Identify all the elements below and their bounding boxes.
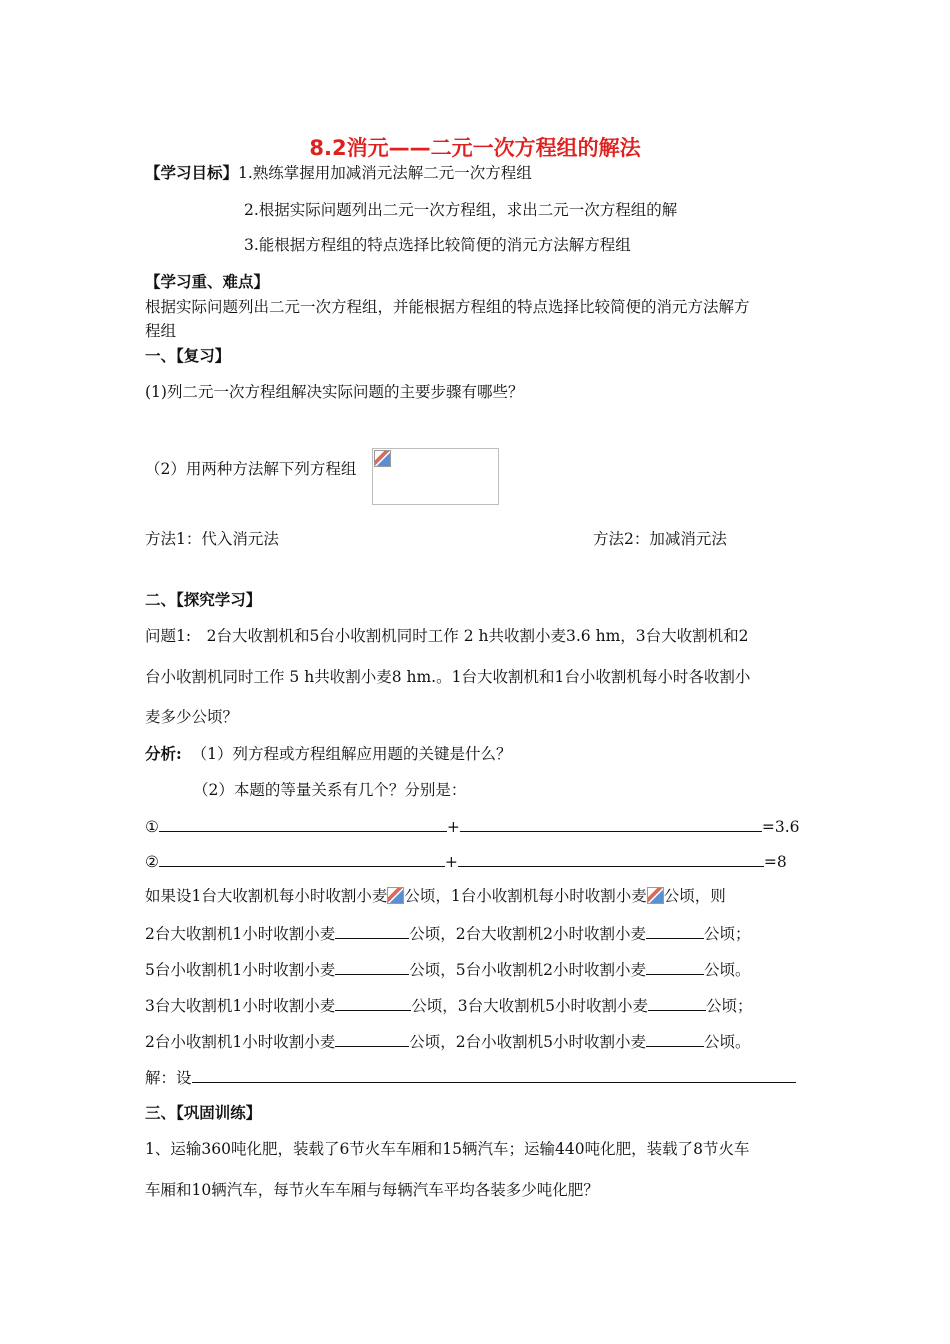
eq1-plus: + bbox=[446, 818, 460, 836]
solve-blank[interactable] bbox=[192, 1067, 796, 1083]
variable-x-image-icon bbox=[387, 887, 404, 904]
broken-image-icon bbox=[374, 450, 391, 467]
goal-item-3: 3.能根据方程组的特点选择比较简便的消元方法解方程组 bbox=[244, 236, 631, 254]
fill-row-4 bbox=[145, 1031, 750, 1052]
row1-blank-1[interactable] bbox=[335, 923, 409, 939]
goals-line-1 bbox=[145, 163, 532, 183]
fill-row-1 bbox=[145, 923, 750, 944]
solve-line bbox=[145, 1067, 796, 1088]
eq1-end: =3.6 bbox=[761, 818, 800, 836]
eq2-blank-left[interactable] bbox=[159, 851, 445, 867]
row3-unit: 公顷； bbox=[705, 997, 753, 1015]
eq1-blank-left[interactable] bbox=[159, 816, 447, 832]
equation-image-frame bbox=[372, 448, 499, 505]
key-label: 【学习重、难点】 bbox=[145, 272, 270, 291]
row4-unit: 公顷。 bbox=[703, 1033, 751, 1051]
review-q2: （2）用两种方法解下列方程组 bbox=[145, 460, 357, 478]
equation-2 bbox=[145, 851, 787, 872]
goal-item-1: 1.熟练掌握用加减消元法解二元一次方程组 bbox=[238, 164, 532, 182]
row1-b: 公顷，2台大收割机2小时收割小麦 bbox=[409, 925, 646, 943]
review-q1: (1)列二元一次方程组解决实际问题的主要步骤有哪些？ bbox=[145, 383, 524, 401]
equation-1 bbox=[145, 816, 800, 837]
row2-unit: 公顷。 bbox=[703, 961, 751, 979]
row4-b: 公顷，2台小收割机5小时收割小麦 bbox=[409, 1033, 646, 1051]
eq1-mark: ① bbox=[145, 818, 159, 836]
eq2-mark: ② bbox=[145, 853, 159, 871]
explore-heading: 二、【探究学习】 bbox=[145, 590, 262, 609]
analysis-q2: （2）本题的等量关系有几个？分别是： bbox=[193, 781, 467, 799]
row4-blank-1[interactable] bbox=[335, 1031, 409, 1047]
problem-line-1: 问题1: 2台大收割机和5台小收割机同时工作 2 h共收割小麦3.6 hm，3台大收割机和2 bbox=[145, 627, 749, 645]
row1-unit: 公顷； bbox=[703, 925, 751, 943]
eq2-blank-right[interactable] bbox=[458, 851, 764, 867]
fill-row-2 bbox=[145, 959, 750, 980]
row2-blank-1[interactable] bbox=[335, 959, 409, 975]
method-1: 方法1：代入消元法 bbox=[145, 530, 279, 548]
problem-line-3: 麦多少公顷？ bbox=[145, 708, 239, 726]
setup-sentence bbox=[145, 886, 726, 906]
row3-a: 3台大收割机1小时收割小麦 bbox=[145, 997, 336, 1015]
row1-a: 2台大收割机1小时收割小麦 bbox=[145, 925, 336, 943]
key-text-1: 根据实际问题列出二元一次方程组，并能根据方程组的特点选择比较简便的消元方法解方 bbox=[145, 298, 750, 316]
row4-blank-2[interactable] bbox=[646, 1031, 704, 1047]
analysis-q1: （1）列方程或方程组解应用题的关键是什么？ bbox=[191, 745, 512, 763]
row3-blank-1[interactable] bbox=[335, 995, 411, 1011]
practice-line-1: 1、运输360吨化肥，装载了6节火车车厢和15辆汽车；运输440吨化肥，装载了8节火车 bbox=[145, 1140, 750, 1158]
fill-row-3 bbox=[145, 995, 752, 1016]
practice-line-2: 车厢和10辆汽车，每节火车车厢与每辆汽车平均各装多少吨化肥？ bbox=[145, 1181, 599, 1199]
problem-line-2: 台小收割机同时工作 5 h共收割小麦8 hm.。1台大收割机和1台小收割机每小时各收割小 bbox=[145, 668, 751, 686]
analysis-label: 分析: bbox=[145, 744, 182, 763]
row3-b: 公顷，3台大收割机5小时收割小麦 bbox=[411, 997, 648, 1015]
eq2-plus: + bbox=[444, 853, 458, 871]
practice-heading: 三、【巩固训练】 bbox=[145, 1103, 262, 1122]
goals-label: 【学习目标】 bbox=[145, 163, 239, 182]
row3-blank-2[interactable] bbox=[648, 995, 706, 1011]
analysis-line-1 bbox=[145, 744, 511, 764]
review-heading: 一、【复习】 bbox=[145, 346, 231, 365]
goal-item-2: 2.根据实际问题列出二元一次方程组，求出二元一次方程组的解 bbox=[244, 201, 678, 219]
setup-part-1: 如果设1台大收割机每小时收割小麦 bbox=[145, 887, 388, 905]
solve-label: 解：设 bbox=[145, 1069, 192, 1087]
row1-blank-2[interactable] bbox=[646, 923, 704, 939]
row2-b: 公顷，5台小收割机2小时收割小麦 bbox=[409, 961, 646, 979]
setup-part-2: 公顷，1台小收割机每小时收割小麦 bbox=[404, 887, 647, 905]
key-text-2: 程组 bbox=[145, 322, 177, 340]
row2-a: 5台小收割机1小时收割小麦 bbox=[145, 961, 336, 979]
variable-y-image-icon bbox=[647, 887, 664, 904]
setup-part-3: 公顷，则 bbox=[663, 887, 726, 905]
row4-a: 2台小收割机1小时收割小麦 bbox=[145, 1033, 336, 1051]
page-title: 8.2消元——二元一次方程组的解法 bbox=[309, 136, 641, 160]
eq1-blank-right[interactable] bbox=[460, 816, 762, 832]
method-2: 方法2：加减消元法 bbox=[593, 530, 727, 548]
eq2-end: =8 bbox=[763, 853, 787, 871]
row2-blank-2[interactable] bbox=[646, 959, 704, 975]
